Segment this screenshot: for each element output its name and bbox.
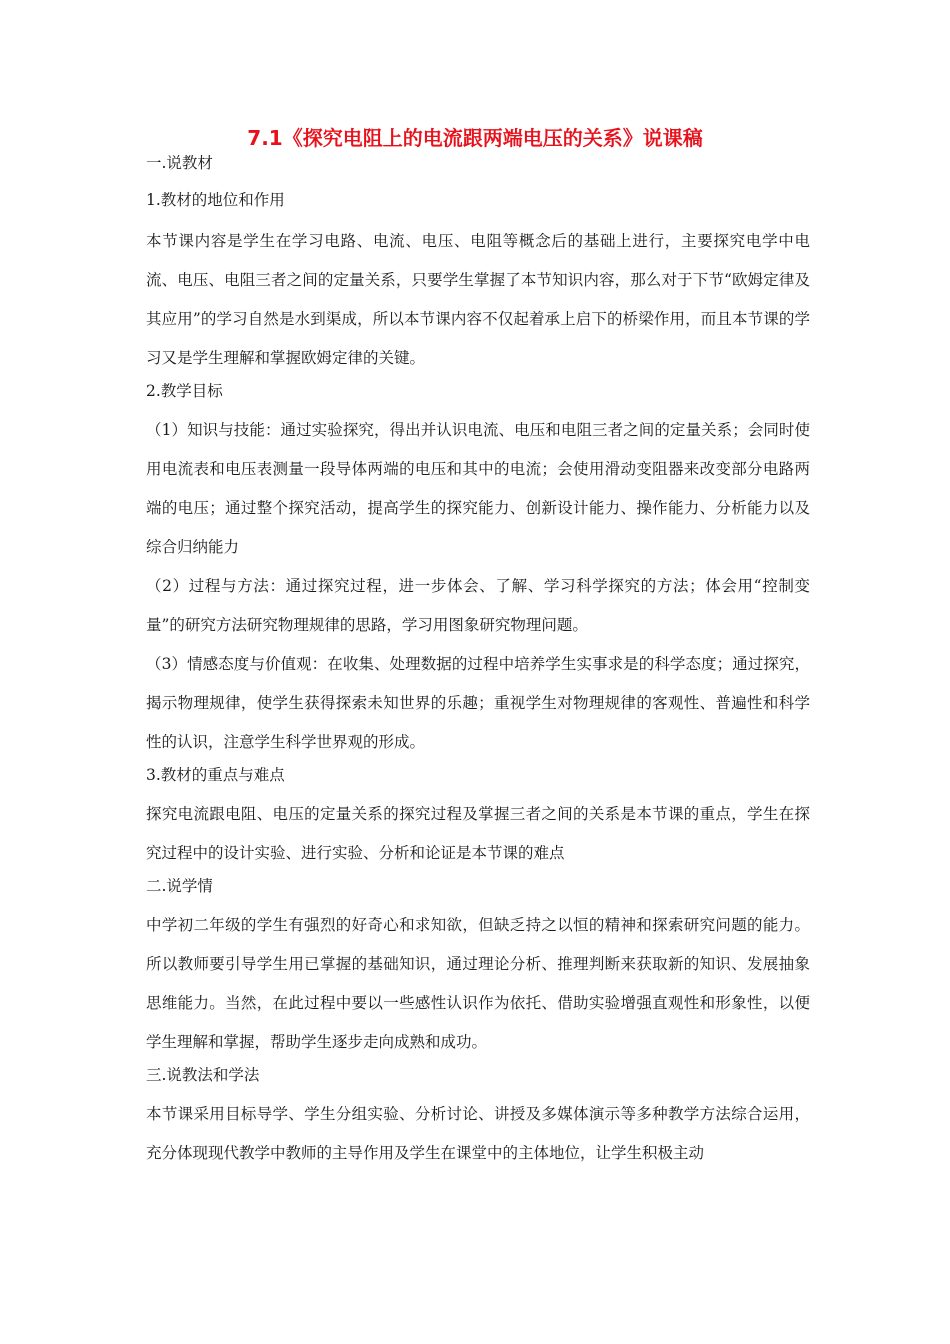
paragraph-goal-process: （2）过程与方法：通过探究过程，进一步体会、了解、学习科学探究的方法；体会用“控制变量”的研究方法研究物理规律的思路，学习用图象研究物理问题。 (146, 577, 810, 634)
paragraph-goal-attitude: （3）情感态度与价值观：在收集、处理数据的过程中培养学生实事求是的科学态度；通过探究，揭示物理规律，使学生获得探索未知世界的乐趣；重视学生对物理规律的客观性、普遍性和科学性的认识，注意学生科学世界观的形成。 (146, 655, 810, 751)
subsection-heading-1-1: 1.教材的地位和作用 (146, 191, 285, 209)
paragraph-key-points: 探究电流跟电阻、电压的定量关系的探究过程及掌握三者之间的关系是本节课的重点，学生在探究过程中的设计实验、进行实验、分析和论证是本节课的难点 (146, 805, 810, 862)
document-body (146, 150, 810, 1173)
section-heading-3: 三.说教法和学法 (146, 1066, 260, 1084)
paragraph-role-of-material: 本节课内容是学生在学习电路、电流、电压、电阻等概念后的基础上进行，主要探究电学中电流、电压、电阻三者之间的定量关系，只要学生掌握了本节知识内容，那么对于下节“欧姆定律及其应用”的学习自然是水到渠成，所以本节课内容不仅起着承上启下的桥梁作用，而且本节课的学习又是学生理解和掌握欧姆定律的关键。 (146, 232, 810, 367)
subsection-heading-1-2: 2.教学目标 (146, 382, 223, 400)
document-title: 7.1《探究电阻上的电流跟两端电压的关系》说课稿 (247, 126, 703, 150)
section-heading-1: 一.说教材 (146, 154, 213, 172)
subsection-heading-1-3: 3.教材的重点与难点 (146, 766, 285, 784)
section-heading-2: 二.说学情 (146, 877, 213, 895)
paragraph-teaching-methods: 本节课采用目标导学、学生分组实验、分析讨论、讲授及多媒体演示等多种教学方法综合运用，充分体现现代教学中教师的主导作用及学生在课堂中的主体地位，让学生积极主动 (146, 1105, 810, 1162)
paragraph-student-analysis: 中学初二年级的学生有强烈的好奇心和求知欲，但缺乏持之以恒的精神和探索研究问题的能力。所以教师要引导学生用已掌握的基础知识，通过理论分析、推理判断来获取新的知识、发展抽象思维能力。当然，在此过程中要以一些感性认识作为依托、借助实验增强直观性和形象性，以便学生理解和掌握，帮助学生逐步走向成熟和成功。 (146, 916, 810, 1051)
paragraph-goal-knowledge: （1）知识与技能：通过实验探究，得出并认识电流、电压和电阻三者之间的定量关系；会同时使用电流表和电压表测量一段导体两端的电压和其中的电流；会使用滑动变阻器来改变部分电路两端的电压；通过整个探究活动，提高学生的探究能力、创新设计能力、操作能力、分析能力以及综合归纳能力 (146, 421, 810, 556)
